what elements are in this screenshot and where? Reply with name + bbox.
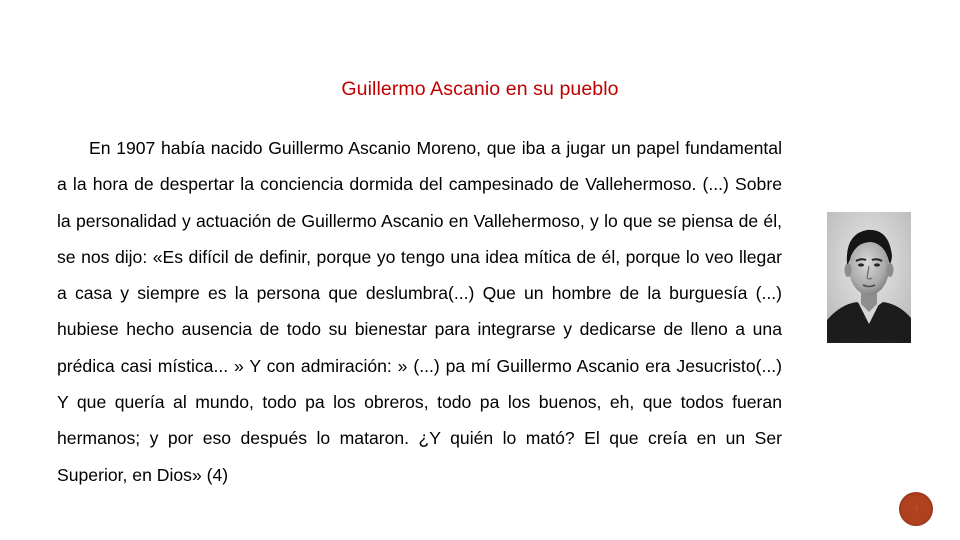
page-number: 4 (913, 503, 919, 514)
portrait-caption: GUILLERMO ASCANIO MORENO (838, 339, 902, 344)
slide-title: Guillermo Ascanio en su pueblo (341, 78, 619, 100)
body-paragraph: En 1907 había nacido Guillermo Ascanio Moreno, que iba a jugar un papel fundamental a la hora de despertar la conciencia dormida del campesinado de Vallehermoso. (...) Sobre la personalidad y actuación de Guillermo Ascanio en Vallehermoso, y lo que se piensa de él, se nos dijo: «Es difícil de definir, porque yo tengo una idea mítica de él, porque lo veo llegar a casa y siempre es la persona que deslumbra(...) Que un hombre de la burguesía (...) hubiese hecho ausencia de todo su bienestar para integrarse y dedicarse de lleno a una prédica casi mística... » Y con admiración: » (...) pa mí Guillermo Ascanio era Jesucristo(...) Y que quería al mundo, todo pa los obreros, todo pa los buenos, eh, que todos fueran hermanos; y por eso después lo mataron. ¿Y quién lo mató? El que creía en un Ser Superior, en Dios» (4) (57, 138, 782, 485)
portrait-photo (827, 212, 911, 343)
